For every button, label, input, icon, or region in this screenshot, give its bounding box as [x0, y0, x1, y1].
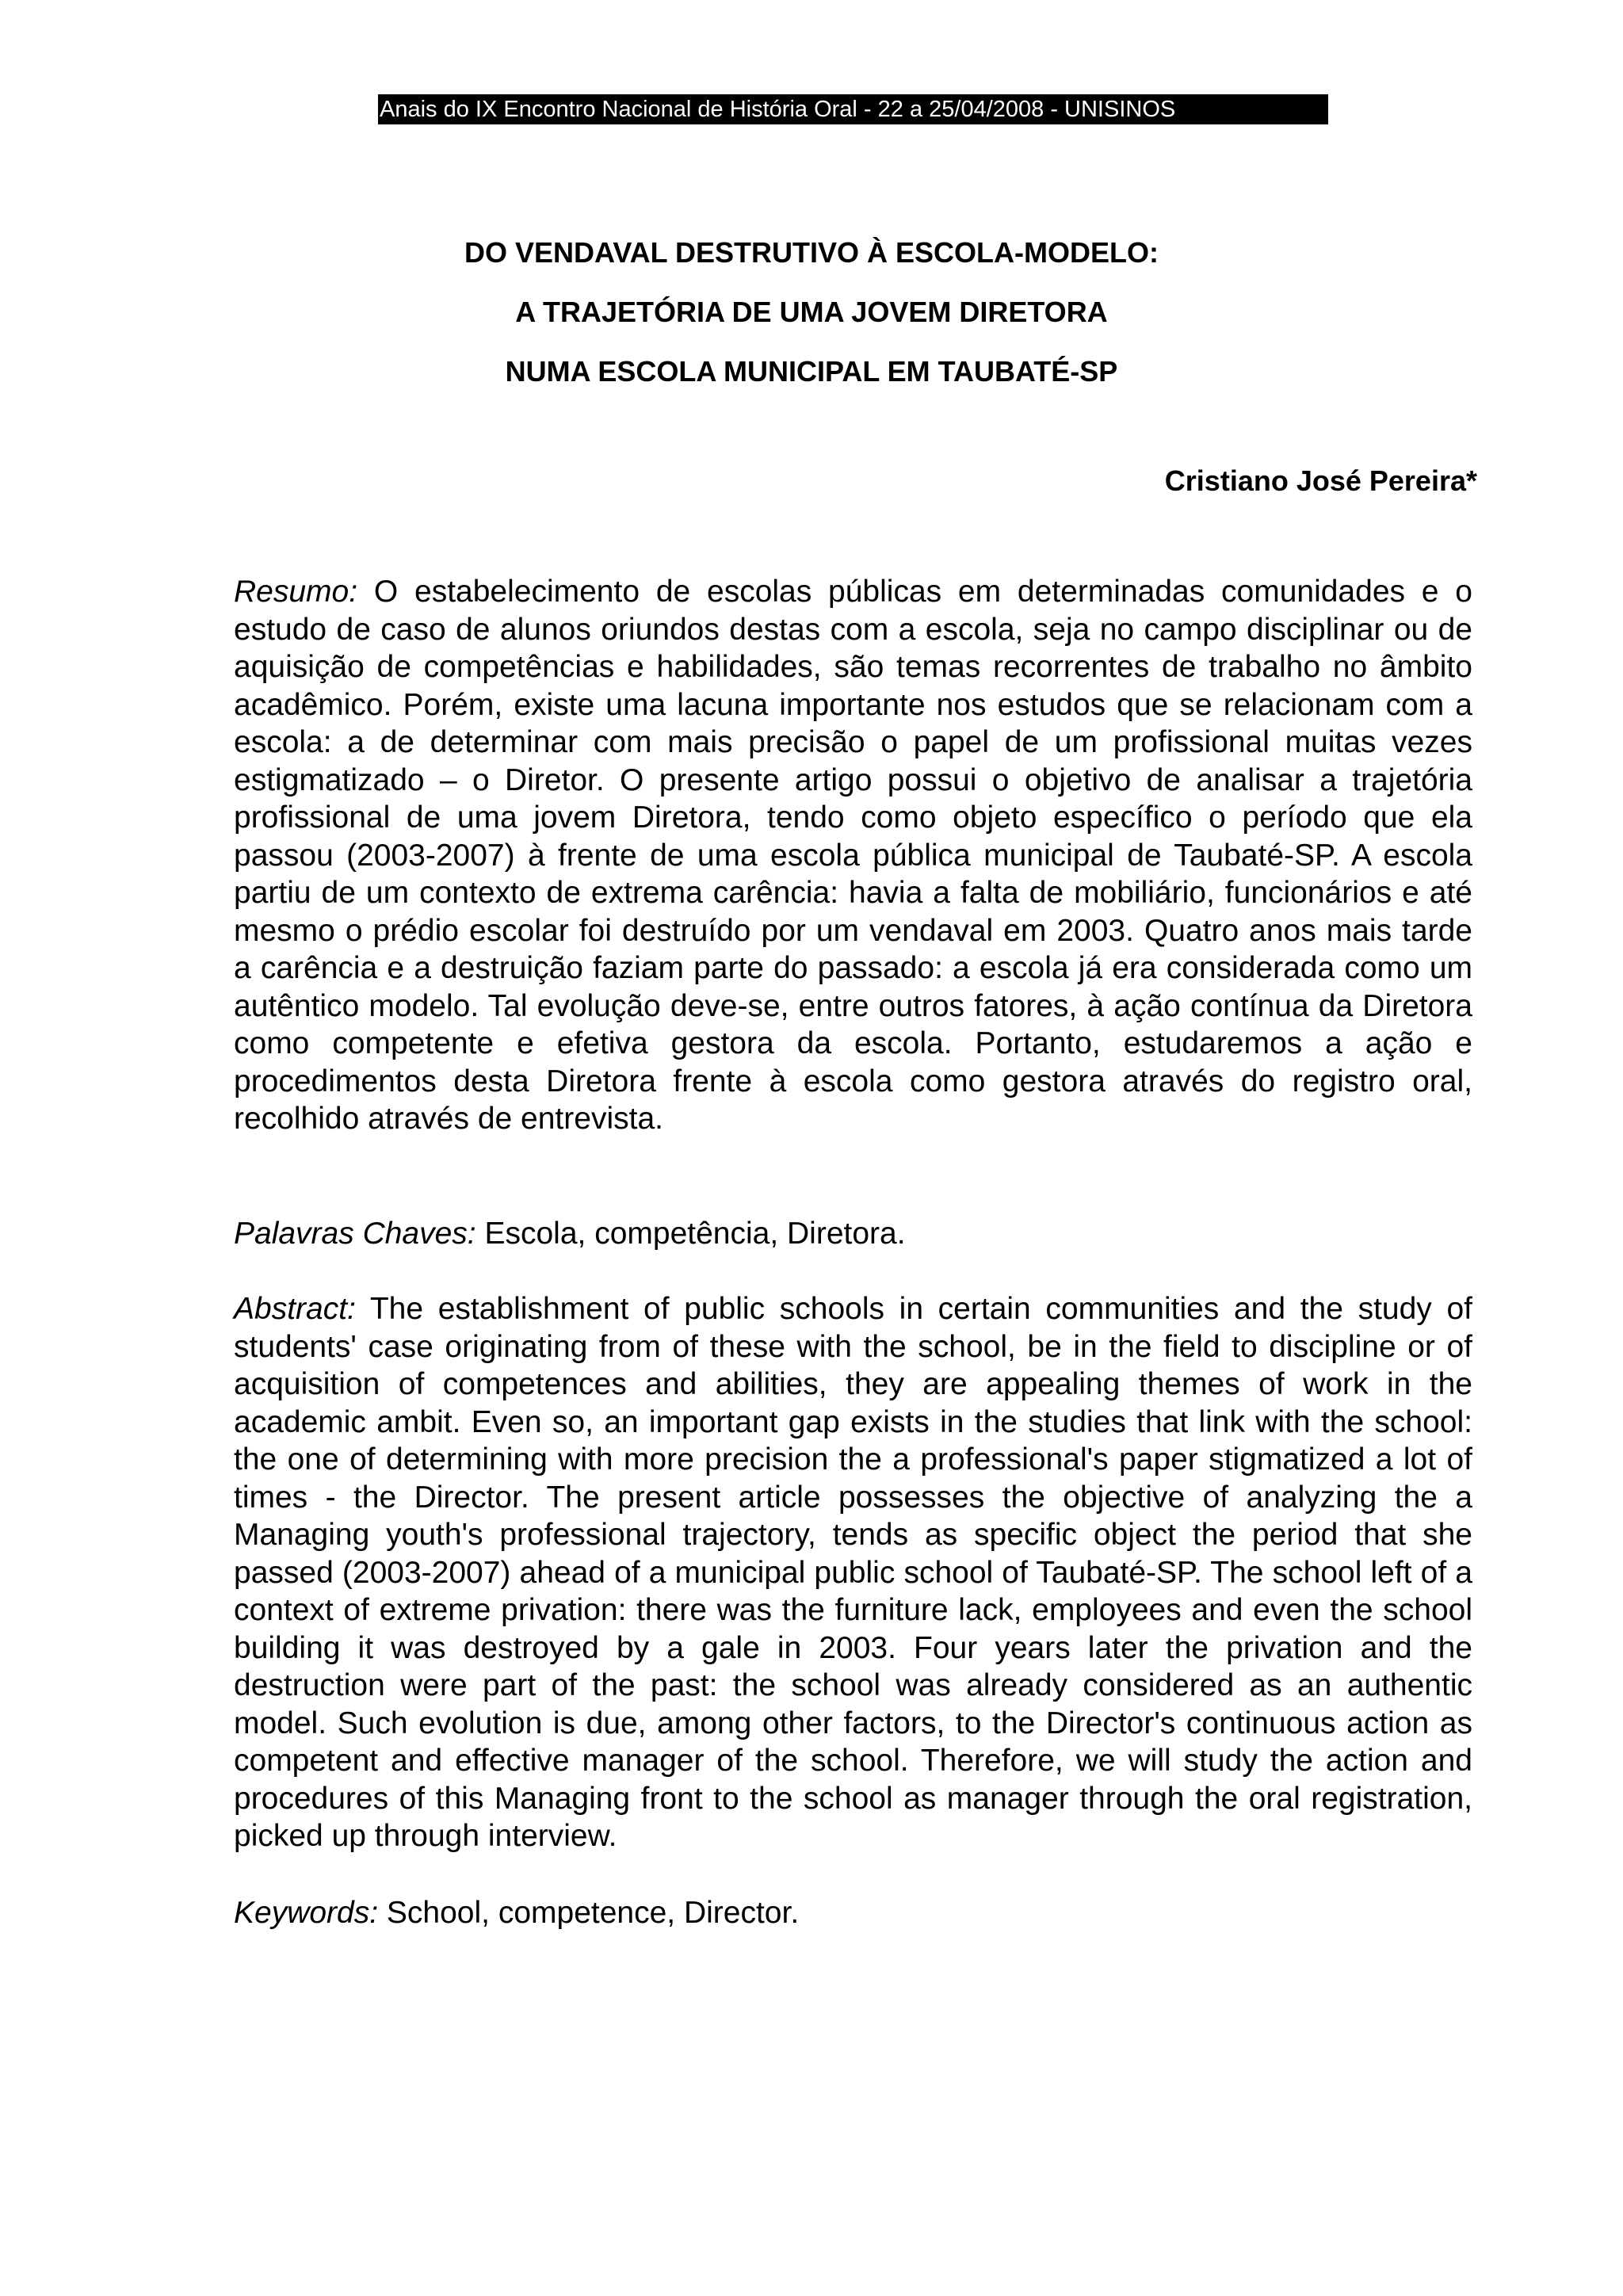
title-line-1: DO VENDAVAL DESTRUTIVO À ESCOLA-MODELO:	[464, 236, 1159, 269]
keywords-text: School, competence, Director.	[378, 1896, 800, 1930]
keywords-line	[234, 1894, 1472, 1932]
paper-title	[0, 223, 1623, 401]
resumo-text: O estabelecimento de escolas públicas em determinadas comunidades e o estudo de caso de alunos oriundos destas com a escola, seja no campo disciplinar ou de aquisição de competências e habilidades, são temas recorrentes de trabalho no âmbito acadêmico. Porém, existe uma lacuna importante nos estudos que se relacionam com a escola: a de determinar com mais precisão o papel de um profissional muitas vezes estigmatizado – o Diretor. O presente artigo possui o objetivo de analisar a trajetória profissional de uma jovem Diretora, tendo como objeto específico o período que ela passou (2003-2007) à frente de uma escola pública municipal de Taubaté-SP. A escola partiu de um contexto de extrema carência: havia a falta de mobiliário, funcionários e até mesmo o prédio escolar foi destruído por um vendaval em 2003. Quatro anos mais tarde a carência e a destruição faziam parte do passado: a escola já era considerada como um autêntico modelo. Tal evolução deve-se, entre outros fatores, à ação contínua da Diretora como competente e efetiva gestora da escola. Portanto, estudaremos a ação e procedimentos desta Diretora frente à escola como gestora através do registro oral, recolhido através de entrevista.	[234, 575, 1472, 1136]
abstract-text: The establishment of public schools in certain communities and the study of students' case originating from of these with the school, be in the field to discipline or of acquisition of competences and abilities, they are appealing themes of work in the academic ambit. Even so, an important gap exists in the studies that link with the school: the one of determining with more precision the a professional's paper stigmatized a lot of times - the Director. The present article possesses the objective of analyzing the a Managing youth's professional trajectory, tends as specific object the period that she passed (2003-2007) ahead of a municipal public school of Taubaté-SP. The school left of a context of extreme privation: there was the furniture lack, employees and even the school building it was destroyed by a gale in 2003. Four years later the privation and the destruction were part of the past: the school was already considered as an authentic model. Such evolution is due, among other factors, to the Director's continuous action as competent and effective manager of the school. Therefore, we will study the action and procedures of this Managing front to the school as manager through the oral registration, picked up through interview.	[234, 1292, 1472, 1853]
palavras-chaves-label: Palavras Chaves:	[234, 1217, 476, 1251]
abstract-paragraph	[234, 1290, 1472, 1855]
palavras-chaves-text: Escola, competência, Diretora.	[475, 1217, 906, 1251]
abstract-label: Abstract:	[234, 1292, 356, 1326]
resumo-label: Resumo:	[234, 575, 358, 609]
title-line-3: NUMA ESCOLA MUNICIPAL EM TAUBATÉ-SP	[505, 355, 1118, 388]
palavras-chaves-line	[234, 1215, 1472, 1253]
resumo-paragraph	[234, 573, 1472, 1138]
title-line-2: A TRAJETÓRIA DE UMA JOVEM DIRETORA	[515, 296, 1108, 328]
keywords-label: Keywords:	[234, 1896, 379, 1930]
running-header: Anais do IX Encontro Nacional de História Oral - 22 a 25/04/2008 - UNISINOS	[378, 94, 1328, 124]
author-name: Cristiano José Pereira*	[1164, 464, 1477, 497]
